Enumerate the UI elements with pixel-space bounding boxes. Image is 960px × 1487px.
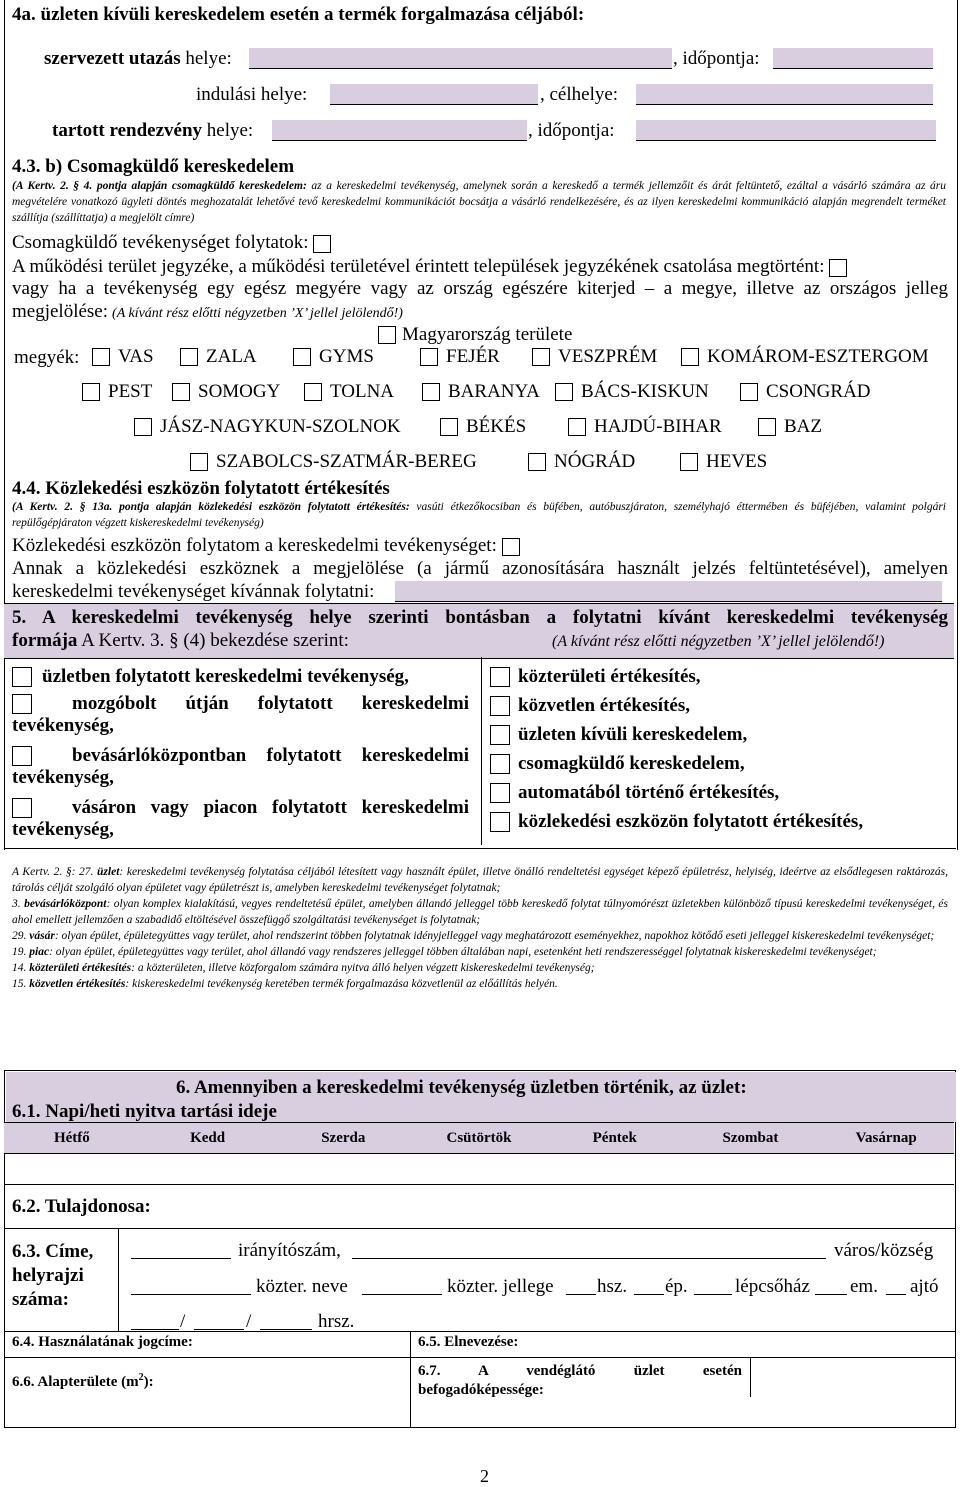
section-4a-title: 4a. üzleten kívüli kereskedelem esetén a termék forgalmazása céljából:	[12, 4, 585, 25]
definition-item: A Kertv. 2. §: 27. üzlet: kereskedelmi tevékenység folytatása céljából létesített vagy használt épület, illetve önálló rendeltetési egységet képező épületrész, helyiség, ideértve az elsődlegesen raktározás, tárolás célját szolgáló olyan épületet vagy épületrészt is, amelyben kereskedelmi tevékenységet folytatnak;	[12, 866, 949, 894]
day-saturday: Szombat	[722, 1130, 779, 1146]
activity-option-vehicle[interactable]: közlekedési eszközön folytatott értékesítés,	[490, 811, 863, 833]
counties-label: megyék:	[14, 347, 80, 368]
hours-cell[interactable]	[140, 1154, 276, 1184]
activity-checkbox[interactable]	[490, 783, 510, 803]
hours-cell[interactable]	[4, 1154, 140, 1184]
destination-field[interactable]	[636, 84, 933, 105]
floor-label: em.	[850, 1276, 878, 1297]
address-divider	[118, 1228, 119, 1332]
county-checkbox[interactable]	[440, 418, 458, 436]
parcel-slash-2: /	[246, 1311, 252, 1332]
owner-rule	[4, 1228, 956, 1229]
section-6-title: 6. Amennyiben a kereskedelmi tevékenység üzletben történik, az üzlet:	[176, 1077, 747, 1098]
county-checkbox[interactable]	[681, 348, 699, 366]
vehicle-designation-label: kereskedelmi tevékenységet kívánnak folytatni:	[12, 581, 375, 602]
vehicle-designation-text: Annak a közlekedési eszköznek a megjelölése (a jármű azonosítására használt jelzés feltüntetésével), amelyen	[12, 558, 948, 579]
county-checkbox[interactable]	[758, 418, 776, 436]
activity-option-vending[interactable]: automatából történő értékesítés,	[490, 782, 779, 804]
country-option[interactable]: Magyarország területe	[378, 324, 572, 346]
county-checkbox[interactable]	[680, 453, 698, 471]
activity-option-shop[interactable]: üzletben folytatott kereskedelmi tevékenység,	[12, 666, 409, 688]
staircase-field[interactable]	[815, 1276, 847, 1295]
activity-option-public-area[interactable]: közterületi értékesítés,	[490, 666, 701, 688]
activity-option-direct[interactable]: közvetlen értékesítés,	[490, 695, 690, 717]
definition-item: 14. közterületi értékesítés: a közterületen, illetve közforgalom számára nyitva álló helyen végzett kiskereskedelmi tevékenység;	[12, 962, 595, 974]
activity-checkbox[interactable]	[12, 746, 32, 766]
building-label: ép.	[665, 1276, 688, 1297]
lower-right-divider	[750, 1357, 751, 1397]
hours-cell[interactable]	[818, 1154, 954, 1184]
street-type-field[interactable]	[566, 1276, 596, 1295]
activity-option-mail-order[interactable]: csomagküldő kereskedelem,	[490, 753, 745, 775]
operating-area-checkbox[interactable]	[829, 259, 847, 277]
activity-checkbox[interactable]	[490, 812, 510, 832]
definition-item: 19. piac: olyan épület, épületegyüttes vagy terület, ahol állandó vagy rendszeres jelleggel többen általában napi, esetenként heti rendszerességgel folytatnak kiskereskedelmi tevékenységet;	[12, 946, 877, 958]
parcel-field-1[interactable]	[131, 1311, 179, 1330]
trip-location-field[interactable]	[249, 48, 672, 69]
activity-option-market[interactable]: vásáron vagy piacon folytatott kereskedelmi tevékenység,	[12, 797, 469, 840]
address-label: 6.3. Címe, helyrajzi száma:	[12, 1241, 94, 1310]
building-field[interactable]	[694, 1276, 732, 1295]
street-field[interactable]	[131, 1276, 251, 1295]
opening-hours-table	[4, 1122, 954, 1185]
parcel-field-3[interactable]	[260, 1311, 312, 1330]
capacity-label: 6.7. A vendéglátó üzlet esetén befogadóképessége:	[418, 1363, 742, 1398]
county-checkbox[interactable]	[293, 348, 311, 366]
activity-checkbox[interactable]	[490, 754, 510, 774]
activity-option-mobile-shop[interactable]: mozgóbolt útján folytatott kereskedelmi tevékenység,	[12, 693, 469, 736]
day-thursday: Csütörtök	[446, 1130, 512, 1146]
section-43-definition: (A Kertv. 2. § 4. pontja alapján csomagküldő kereskedelem: az a kereskedelmi tevékenység, amelynek során a kereskedő a termék jellemzőit és árát feltüntető, ezáltal a vásárló számára az áru megvételére vonatkozó ügyleti döntés meghozatalát lehetővé tevő kereskedelmi kommunikációt bocsátja a vásárló rendelkezésére, és az ilyen kereskedelmi kommunikáció alapján megrendelt terméket szállítja (szállíttatja) a megjelölt címre)	[12, 180, 946, 224]
mail-order-checkbox[interactable]	[313, 235, 331, 253]
vehicle-designation-field[interactable]	[395, 581, 942, 602]
city-label: város/község	[834, 1240, 934, 1261]
activity-checkbox[interactable]	[12, 667, 32, 687]
county-checkbox[interactable]	[134, 418, 152, 436]
definitions-block	[12, 864, 948, 992]
section-44-definition: (A Kertv. 2. § 13a. pontja alapján közlekedési eszközön folytatott értékesítés: vasúti étkezőkocsiban és büfében, autóbuszjáraton, személyhajó éttermében és büféjében, valamint polgári repülőgépjáraton végzett kiskereskedelmi tevékenység)	[12, 501, 947, 529]
definition-item: 15. közvetlen értékesítés: kiskereskedelmi tevékenység keretében termék forgalmazása közvetlenül az előállítás helyén.	[12, 978, 558, 990]
address-bottom-rule	[4, 1331, 956, 1332]
county-pest[interactable]: PEST	[82, 381, 152, 403]
parcel-slash-1: /	[180, 1311, 186, 1332]
section-44-title: 4.4. Közlekedési eszközön folytatott értékesítés	[12, 478, 390, 499]
county-baranya[interactable]: BARANYA	[422, 381, 540, 403]
county-csongrad[interactable]: CSONGRÁD	[740, 381, 871, 403]
county-question: vagy ha a tevékenység egy egész megyére vagy az ország egészére kiterjed – a megye, illetve az országos jelleg	[12, 278, 948, 299]
county-hajdu-bihar[interactable]: HAJDÚ-BIHAR	[568, 416, 722, 438]
owner-label: 6.2. Tulajdonosa:	[12, 1196, 151, 1217]
county-checkbox[interactable]	[92, 348, 110, 366]
activity-checkbox[interactable]	[490, 667, 510, 687]
vehicle-checkbox[interactable]	[502, 538, 520, 556]
county-checkbox[interactable]	[190, 453, 208, 471]
event-row: tartott rendezvény helye:	[52, 120, 254, 141]
county-fejer[interactable]: FEJÉR	[420, 346, 500, 368]
hours-cell[interactable]	[275, 1154, 411, 1184]
section-5-note: (A kívánt rész előtti négyzetben ’X’ jellel jelölendő!)	[552, 633, 885, 650]
county-checkbox[interactable]	[568, 418, 586, 436]
operating-area-question: A működési terület jegyzéke, a működési területével érintett települések jegyzékének csatolása megtörtént:	[12, 256, 847, 278]
house-number-field[interactable]	[634, 1276, 664, 1295]
country-checkbox[interactable]	[378, 326, 396, 344]
county-checkbox[interactable]	[532, 348, 550, 366]
county-komarom-esztergom[interactable]: KOMÁROM-ESZTERGOM	[681, 346, 929, 368]
definition-item: 29. vásár: olyan épület, épületegyüttes vagy terület, ahol rendszerint többen folytatnak idényjelleggel vagy meghatározott eseményekhez, napokhoz kötődő eseti jelleggel kiskereskedelmi tevékenységet;	[12, 930, 935, 942]
mail-order-question: Csomagküldő tevékenységet folytatok:	[12, 232, 331, 254]
county-checkbox[interactable]	[172, 383, 190, 401]
section-5-divider	[481, 657, 482, 845]
county-checkbox[interactable]	[180, 348, 198, 366]
county-baz[interactable]: BAZ	[758, 416, 822, 438]
county-jasz-nagykun-szolnok[interactable]: JÁSZ-NAGYKUN-SZOLNOK	[134, 416, 401, 438]
activity-checkbox[interactable]	[12, 694, 32, 714]
street-type-separator[interactable]	[362, 1276, 442, 1295]
section-5-title-2: formája A Kertv. 3. § (4) bekezdése szerint:	[12, 630, 349, 651]
county-checkbox[interactable]	[740, 383, 758, 401]
zip-label: irányítószám,	[238, 1240, 341, 1261]
day-monday: Hétfő	[53, 1130, 90, 1146]
event-time-label: , időpontja:	[528, 120, 615, 141]
parcel-field-2[interactable]	[194, 1311, 244, 1330]
destination-label: , célhelye:	[540, 84, 619, 105]
county-szabolcs-szatmar-bereg[interactable]: SZABOLCS-SZATMÁR-BEREG	[190, 451, 477, 473]
section-43-title: 4.3. b) Csomagküldő kereskedelem	[12, 156, 295, 177]
activity-option-mall[interactable]: bevásárlóközpontban folytatott kereskedelmi tevékenység,	[12, 745, 469, 788]
floor-area-label: 6.6. Alapterülete $(m^2)$:	[12, 1372, 154, 1390]
business-name-label: 6.5. Elnevezése:	[418, 1334, 519, 1350]
county-bekes[interactable]: BÉKÉS	[440, 416, 526, 438]
city-field[interactable]	[352, 1240, 826, 1259]
day-friday: Péntek	[592, 1130, 637, 1146]
street-label: közter. neve	[256, 1276, 348, 1297]
county-question-2: megjelölése: (A kívánt rész előtti négyzetben ’X’ jellel jelölendő!)	[12, 301, 403, 322]
staircase-label: lépcsőház	[735, 1276, 810, 1297]
county-heves[interactable]: HEVES	[680, 451, 767, 473]
county-somogy[interactable]: SOMOGY	[172, 381, 280, 403]
county-checkbox[interactable]	[420, 348, 438, 366]
activity-option-off-premises[interactable]: üzleten kívüli kereskedelem,	[490, 724, 747, 746]
activity-checkbox[interactable]	[490, 725, 510, 745]
county-vas[interactable]: VAS	[92, 346, 154, 368]
county-gyms[interactable]: GYMS	[293, 346, 374, 368]
lower-grid-divider	[410, 1331, 411, 1427]
departure-label: indulási helye:	[196, 84, 308, 105]
county-nograd[interactable]: NÓGRÁD	[528, 451, 635, 473]
trip-time-field[interactable]	[773, 48, 933, 69]
legal-basis-label: 6.4. Használatának jogcíme:	[12, 1334, 193, 1350]
day-wednesday: Szerda	[321, 1130, 366, 1146]
county-bacs-kiskun[interactable]: BÁCS-KISKUN	[555, 381, 709, 403]
hours-cell[interactable]	[683, 1154, 819, 1184]
vehicle-question: Közlekedési eszközön folytatom a kereskedelmi tevékenységet:	[12, 535, 520, 557]
lower-grid-mid	[4, 1357, 956, 1358]
county-checkbox[interactable]	[528, 453, 546, 471]
section-5-bottom-rule	[4, 848, 956, 849]
departure-field[interactable]	[330, 84, 538, 105]
day-tuesday: Kedd	[190, 1130, 226, 1146]
county-veszprem[interactable]: VESZPRÉM	[532, 346, 657, 368]
parcel-label: hrsz.	[318, 1311, 355, 1332]
door-label: ajtó	[910, 1276, 939, 1297]
day-sunday: Vasárnap	[855, 1130, 917, 1146]
zip-field[interactable]	[131, 1240, 231, 1259]
floor-field[interactable]	[886, 1276, 906, 1295]
definition-item: 3. bevásárlóközpont: olyan komplex kialakítású, vegyes rendeltetésű épület, amelyben állandó jelleggel több kereskedő folytat túlnyomórészt üzletekben különböző típusú kereskedelmi tevékenységet, és ahol emellett jellemzően a szabadidő eltöltésével összefüggő szolgáltatási tevékenységet is folytatnak;	[12, 898, 948, 926]
hours-cell[interactable]	[411, 1154, 547, 1184]
county-checkbox[interactable]	[422, 383, 440, 401]
county-tolna[interactable]: TOLNA	[304, 381, 394, 403]
county-checkbox[interactable]	[82, 383, 100, 401]
house-number-label: hsz.	[597, 1276, 628, 1297]
hours-cell[interactable]	[547, 1154, 683, 1184]
county-checkbox[interactable]	[304, 383, 322, 401]
event-time-field[interactable]	[636, 120, 936, 141]
page-number: 2	[480, 1466, 489, 1486]
activity-checkbox[interactable]	[490, 696, 510, 716]
trip-time-label: , időpontja:	[673, 48, 760, 69]
opening-hours-row[interactable]	[4, 1154, 954, 1185]
county-zala[interactable]: ZALA	[180, 346, 257, 368]
county-checkbox[interactable]	[555, 383, 573, 401]
opening-hours-title: 6.1. Napi/heti nyitva tartási ideje	[12, 1101, 277, 1122]
event-location-field[interactable]	[272, 120, 527, 141]
organized-trip-row: szervezett utazás helye:	[44, 48, 232, 69]
activity-checkbox[interactable]	[12, 798, 32, 818]
street-type-label: közter. jellege	[447, 1276, 554, 1297]
section-5-title: 5. A kereskedelmi tevékenység helye szerinti bontásban a folytatni kívánt kereskedelmi tevékenység	[12, 607, 948, 628]
